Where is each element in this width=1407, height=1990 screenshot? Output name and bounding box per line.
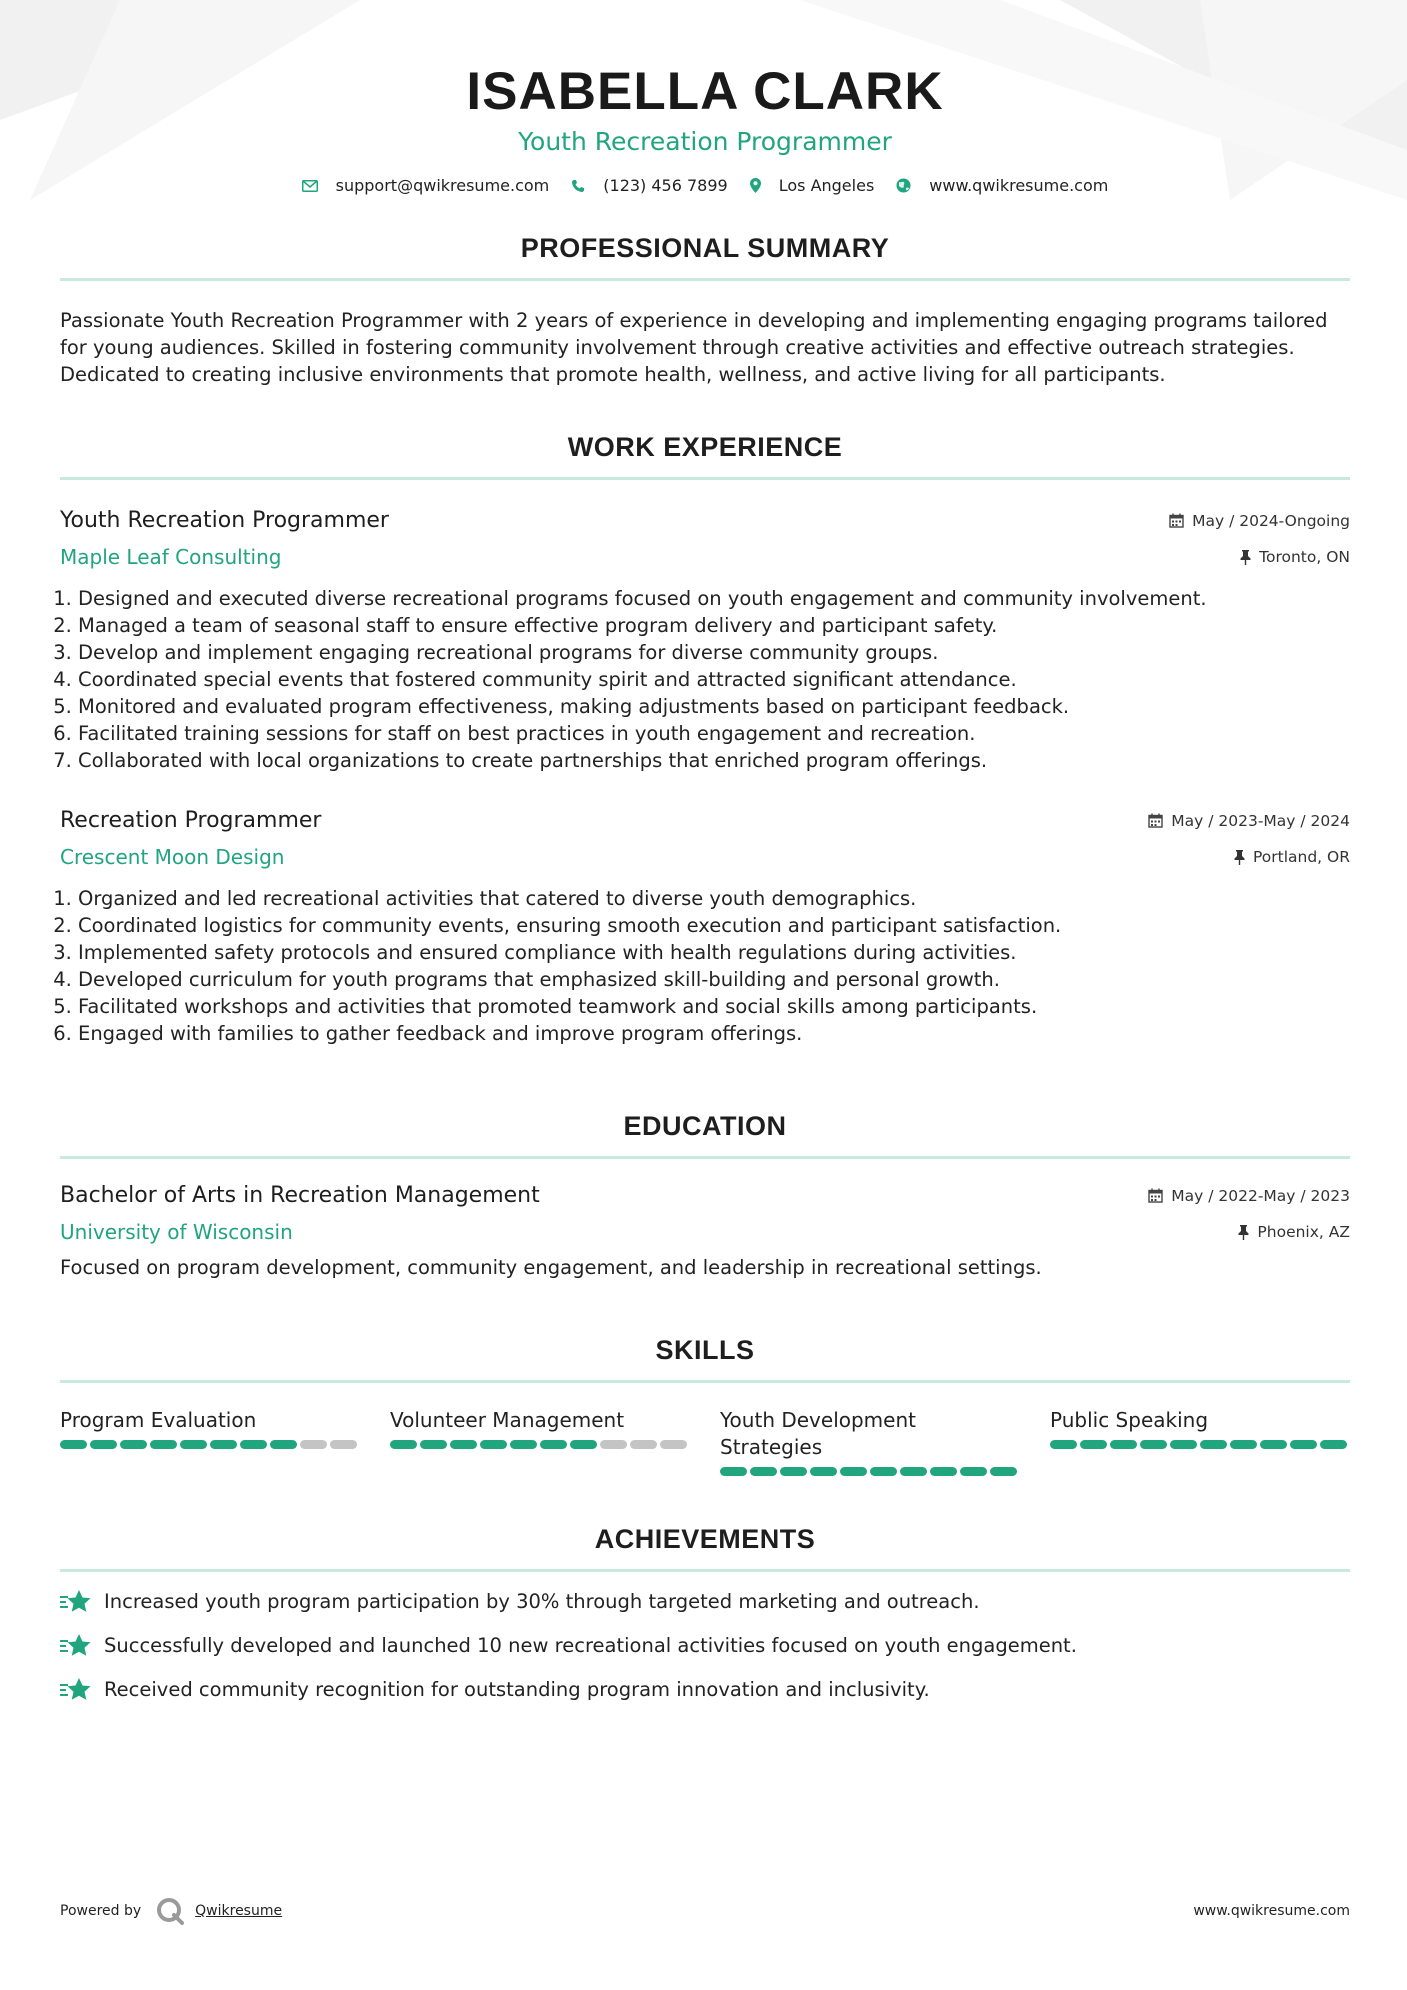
pushpin-icon [1234, 850, 1245, 865]
phone-icon [571, 179, 585, 193]
duty-list [60, 585, 1350, 774]
duty-item: 5. Facilitated workshops and activities that promoted teamwork and social skills among participants. [78, 993, 1350, 1020]
summary-text: Passionate Youth Recreation Programmer with 2 years of experience in developing and implementing engaging programs tailored for young audiences. Skilled in fostering community involvement through creative activities and effective outreach strategies. Dedicated to creating inclusive environments that promote health, wellness, and active living for all participants. [60, 309, 1328, 386]
duty-item: 2. Managed a team of seasonal staff to ensure effective program delivery and participant safety. [78, 612, 1350, 639]
skill-dot-filled [480, 1440, 507, 1449]
school-name: University of Wisconsin [60, 1220, 293, 1244]
education-location-text: Phoenix, AZ [1257, 1223, 1350, 1241]
calendar-icon [1148, 1188, 1163, 1203]
skill-rating [1050, 1440, 1350, 1449]
duty-item: 7. Collaborated with local organizations to create partnerships that enriched program offerings. [78, 747, 1350, 774]
contact-email[interactable] [302, 176, 550, 195]
education-location [1238, 1223, 1350, 1241]
duty-item: 2. Coordinated logistics for community events, ensuring smooth execution and participant satisfaction. [78, 912, 1350, 939]
skill-dot-filled [720, 1467, 747, 1476]
achievement-text: Received community recognition for outstanding program innovation and inclusivity. [104, 1678, 930, 1701]
map-pin-icon [750, 178, 761, 193]
education-entry [60, 1183, 1350, 1281]
candidate-title: Youth Recreation Programmer [518, 127, 892, 156]
skill-dot-filled [960, 1467, 987, 1476]
skill-dot-filled [450, 1440, 477, 1449]
achievement-item [60, 1632, 1350, 1660]
education-description: Focused on program development, community engagement, and leadership in recreational settings. [60, 1256, 1042, 1279]
star-icon [60, 1633, 92, 1659]
contact-phone[interactable] [571, 176, 727, 195]
duty-item: 6. Facilitated training sessions for staff on best practices in youth engagement and recreation. [78, 720, 1350, 747]
duty-item: 4. Developed curriculum for youth programs that emphasized skill-building and personal growth. [78, 966, 1350, 993]
website-text: www.qwikresume.com [929, 176, 1109, 195]
job-entry [60, 808, 1350, 1047]
pushpin-icon [1238, 1225, 1249, 1240]
skill-dot-filled [1230, 1440, 1257, 1449]
qwikresume-logo-icon [155, 1896, 185, 1926]
skill-dot-filled [990, 1467, 1017, 1476]
job-dates-text: May / 2023-May / 2024 [1171, 811, 1350, 830]
email-text: support@qwikresume.com [335, 176, 550, 195]
skill-dot-filled [150, 1440, 177, 1449]
skill-item [1050, 1407, 1350, 1476]
job-entry [60, 508, 1350, 774]
education-section [60, 1111, 1350, 1281]
skills-grid [60, 1407, 1350, 1476]
skills-section [60, 1335, 1350, 1476]
duty-item: 3. Develop and implement engaging recreational programs for diverse community groups. [78, 639, 1350, 666]
skill-dot-filled [810, 1467, 837, 1476]
achievement-text: Increased youth program participation by 30% through targeted marketing and outreach. [104, 1590, 980, 1613]
skill-dot-filled [120, 1440, 147, 1449]
skill-name: Youth Development Strategies [720, 1408, 916, 1459]
location-text: Los Angeles [778, 176, 875, 195]
skill-dot-filled [1290, 1440, 1317, 1449]
skills-heading: SKILLS [60, 1335, 1350, 1383]
footer-website-link[interactable]: www.qwikresume.com [1193, 1903, 1350, 1919]
page-footer [60, 1896, 1350, 1926]
candidate-name: ISABELLA CLARK [466, 62, 944, 121]
experience-heading: WORK EXPERIENCE [60, 432, 1350, 480]
skill-rating [390, 1440, 690, 1449]
skill-rating [60, 1440, 360, 1449]
resume-header [60, 0, 1350, 195]
skill-dot-empty [630, 1440, 657, 1449]
job-dates [1148, 812, 1350, 830]
education-heading: EDUCATION [60, 1111, 1350, 1159]
job-location [1234, 848, 1350, 866]
education-dates-text: May / 2022-May / 2023 [1171, 1186, 1350, 1205]
skill-dot-filled [210, 1440, 237, 1449]
achievements-section [60, 1524, 1350, 1704]
skill-dot-filled [270, 1440, 297, 1449]
skill-dot-filled [930, 1467, 957, 1476]
star-icon [60, 1589, 92, 1615]
skill-dot-filled [900, 1467, 927, 1476]
duty-item: 6. Engaged with families to gather feedback and improve program offerings. [78, 1020, 1350, 1047]
summary-heading: PROFESSIONAL SUMMARY [60, 233, 1350, 281]
skill-dot-filled [540, 1440, 567, 1449]
skill-dot-filled [570, 1440, 597, 1449]
skill-rating [720, 1467, 1020, 1476]
duty-item: 4. Coordinated special events that fostered community spirit and attracted significant attendance. [78, 666, 1350, 693]
skill-dot-filled [1110, 1440, 1137, 1449]
job-location-text: Portland, OR [1252, 848, 1350, 866]
achievement-item [60, 1676, 1350, 1704]
skill-dot-filled [780, 1467, 807, 1476]
skill-item [60, 1407, 360, 1476]
job-title: Youth Recreation Programmer [60, 508, 389, 533]
education-dates [1148, 1187, 1350, 1205]
skill-dot-empty [660, 1440, 687, 1449]
duty-item: 1. Organized and led recreational activities that catered to diverse youth demographics. [78, 885, 1350, 912]
skill-dot-filled [750, 1467, 777, 1476]
duty-item: 3. Implemented safety protocols and ensured compliance with health regulations during activities. [78, 939, 1350, 966]
calendar-icon [1169, 513, 1184, 528]
calendar-icon [1148, 813, 1163, 828]
skill-dot-empty [300, 1440, 327, 1449]
skill-item [390, 1407, 690, 1476]
company-name: Maple Leaf Consulting [60, 545, 282, 569]
skill-dot-filled [1320, 1440, 1347, 1449]
skill-dot-filled [1200, 1440, 1227, 1449]
skill-dot-filled [390, 1440, 417, 1449]
qwikresume-link[interactable]: Qwikresume [195, 1903, 283, 1919]
skill-dot-filled [870, 1467, 897, 1476]
skill-dot-filled [240, 1440, 267, 1449]
skill-dot-filled [420, 1440, 447, 1449]
skill-dot-filled [60, 1440, 87, 1449]
skill-dot-filled [840, 1467, 867, 1476]
pushpin-icon [1240, 550, 1251, 565]
duty-item: 1. Designed and executed diverse recreational programs focused on youth engagement and community involvement. [78, 585, 1350, 612]
skill-dot-filled [1140, 1440, 1167, 1449]
contact-website[interactable] [896, 176, 1108, 195]
phone-text: (123) 456 7899 [603, 176, 728, 195]
skill-dot-filled [1080, 1440, 1107, 1449]
job-title: Recreation Programmer [60, 808, 322, 833]
skill-item [720, 1407, 1020, 1476]
contact-location [750, 176, 875, 195]
envelope-icon [302, 180, 318, 192]
skill-dot-filled [1050, 1440, 1077, 1449]
skill-dot-empty [330, 1440, 357, 1449]
achievements-heading: ACHIEVEMENTS [60, 1524, 1350, 1572]
powered-by-label: Powered by [60, 1903, 142, 1919]
skill-name: Program Evaluation [60, 1408, 257, 1432]
globe-icon [896, 178, 911, 193]
job-location [1240, 548, 1350, 566]
star-icon [60, 1677, 92, 1703]
resume-page [60, 0, 1350, 1704]
skill-dot-filled [510, 1440, 537, 1449]
skill-dot-empty [600, 1440, 627, 1449]
skill-dot-filled [1170, 1440, 1197, 1449]
contact-bar [60, 176, 1350, 195]
summary-section [60, 233, 1350, 388]
skill-name: Public Speaking [1050, 1408, 1209, 1432]
job-dates [1169, 512, 1350, 530]
experience-section [60, 432, 1350, 1047]
duty-list [60, 885, 1350, 1047]
achievement-text: Successfully developed and launched 10 new recreational activities focused on youth engagement. [104, 1634, 1077, 1657]
skill-dot-filled [90, 1440, 117, 1449]
skill-dot-filled [180, 1440, 207, 1449]
job-dates-text: May / 2024-Ongoing [1192, 511, 1350, 530]
job-location-text: Toronto, ON [1259, 548, 1350, 566]
degree-title: Bachelor of Arts in Recreation Management [60, 1183, 540, 1208]
company-name: Crescent Moon Design [60, 845, 285, 869]
skill-name: Volunteer Management [390, 1408, 625, 1432]
achievement-item [60, 1588, 1350, 1616]
skill-dot-filled [1260, 1440, 1287, 1449]
duty-item: 5. Monitored and evaluated program effectiveness, making adjustments based on participant feedback. [78, 693, 1350, 720]
achievement-list [60, 1588, 1350, 1704]
